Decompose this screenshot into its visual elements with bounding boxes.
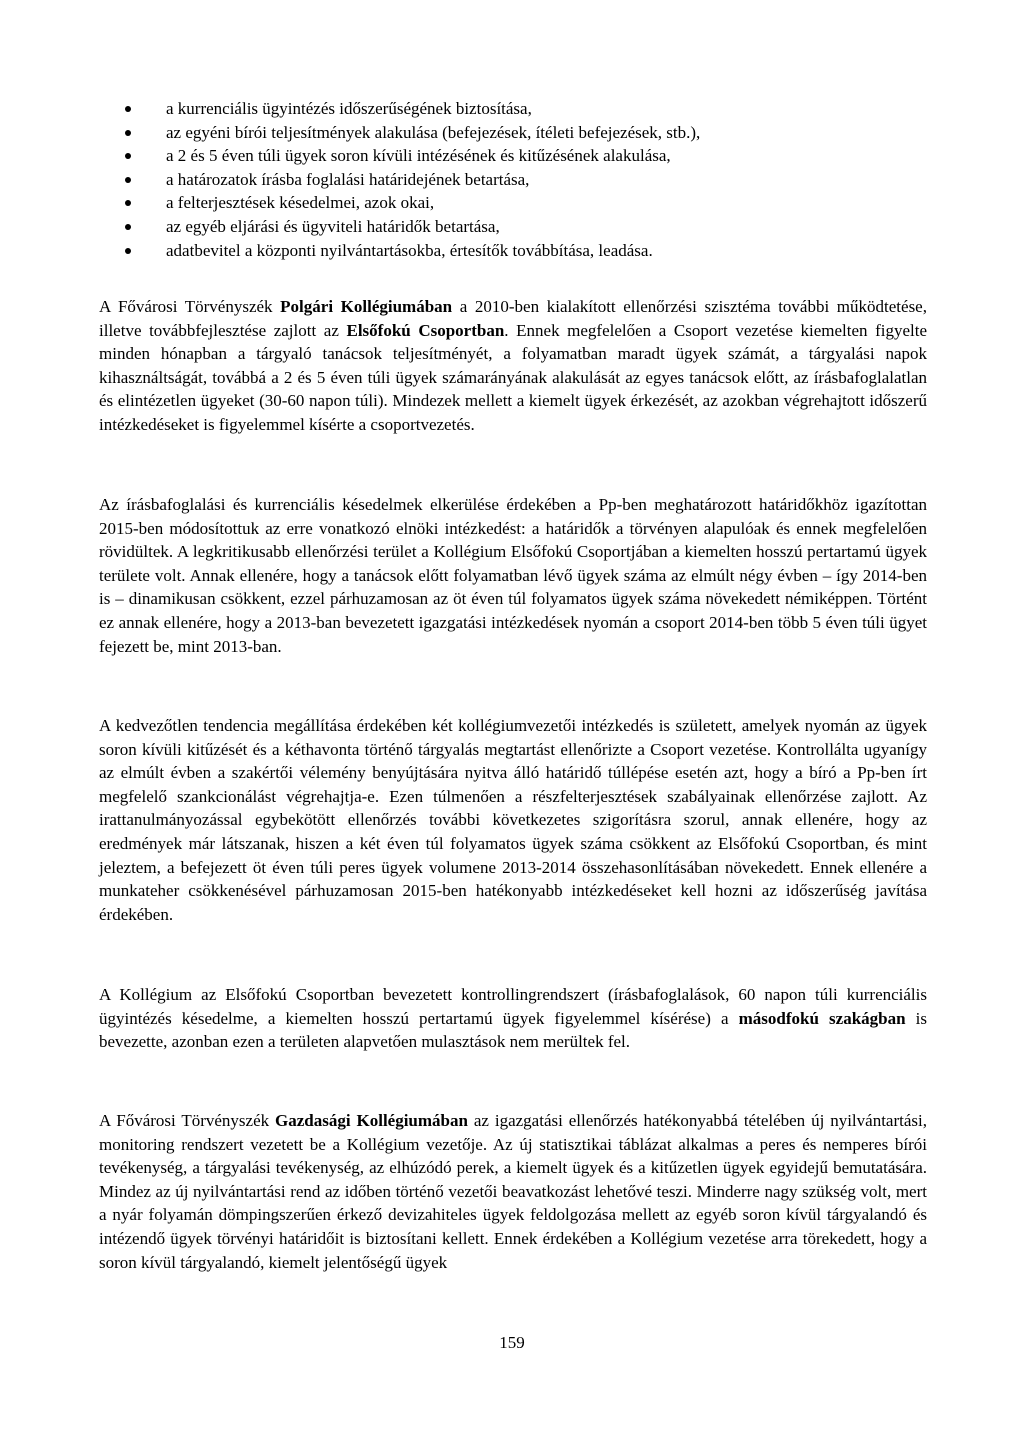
bold-term: Elsőfokú Csoportban	[346, 320, 505, 340]
bullet-icon	[125, 153, 131, 159]
bullet-list	[125, 97, 945, 262]
list-item-text: a kurrenciális ügyintézés időszerűségének biztosítása,	[166, 99, 532, 118]
text-run: is bevezette, azonban ezen a területen alapvetően mulasztások nem merültek fel.	[99, 1008, 928, 1052]
text-run: A Fővárosi Törvényszék	[99, 1111, 276, 1130]
list-item	[125, 215, 945, 239]
list-item	[125, 97, 945, 121]
list-item-text: adatbevitel a központi nyilvántartásokba, értesítők továbbítása, leadása.	[166, 240, 653, 260]
page-number: 159	[499, 1333, 525, 1352]
list-item	[125, 144, 945, 168]
paragraph-gazdasagi-kollegium	[99, 1109, 927, 1274]
list-item	[125, 168, 945, 192]
list-item	[125, 121, 945, 145]
text-run: a 2010-ben kialakított ellenőrzési szisztéma további működtetése, illetve továbbfejlesztése zajlott az	[99, 297, 927, 340]
text-run: A Fővárosi Törvényszék	[99, 297, 281, 316]
text-run: az igazgatási ellenőrzés hatékonyabbá tételében új nyilvántartási, monitoring rendszert vezetett be a Kollégium vezetője. Az új statisztikai táblázat alkalmas a peres és nemperes bírói tevékenység, a tárgyalási tevékenység, az elhúzódó perek, a kiemelt ügyek és a kitűzetlen ügyek egyidejű bemutatására. Mindez az új nyilvántartási rend az időben történő vezetői beavatkozást lehetővé teszi. Minderre nagy szükség volt, mert a nyár folyamán dömpingszerűen érkező devizahiteles ügyek feldolgozása mellett az egyéb soron kívül tárgyalandó és intézendő ügyek törvényi határidőit is biztosítani kellett. Ennek érdekében a Kollégium vezetése arra törekedett, hogy a soron kívül tárgyalandó, kiemelt jelentőségű ügyek	[99, 1111, 927, 1272]
paragraph-polgari-kollegium	[99, 295, 927, 437]
bullet-icon	[125, 224, 131, 230]
list-item-text: a felterjesztések késedelmei, azok okai,	[166, 193, 435, 213]
list-item-text: a határozatok írásba foglalási határidejének betartása,	[166, 169, 530, 189]
list-item-text: a 2 és 5 éven túli ügyek soron kívüli intézésének és kitűzésének alakulása,	[166, 146, 671, 166]
paragraph-irasbafoglalasi: Az írásbafoglalási és kurrenciális késedelmek elkerülése érdekében a Pp-ben meghatározott határidőkhöz igazítottan 2015-ben módosítottuk az erre vonatkozó elnöki intézkedést: a határidők a törvényen alapulóak és ennek megfelelően rövidültek. A legkritikusabb ellenőrzési terület a Kollégium Elsőfokú Csoportjában a kiemelten hosszú pertartamú ügyek területe volt. Annak ellenére, hogy a tanácsok előtt folyamatban lévő ügyek száma az elmúlt négy évben – így 2014-ben is – dinamikusan csökkent, ezzel párhuzamosan az öt éven túl folyamatos ügyek száma növekedett némiképpen. Történt ez annak ellenére, hogy a 2013-ban bevezetett igazgatási intézkedések nyomán a csoport 2014-ben több 5 éven túli ügyet fejezett be, mint 2013-ban.	[99, 495, 927, 656]
bold-term: Gazdasági Kollégiumában	[275, 1111, 468, 1130]
list-item	[125, 239, 945, 263]
list-item-text: az egyéni bírói teljesítmények alakulása (befejezések, ítéleti befejezések, stb.),	[166, 122, 701, 142]
text-run: . Ennek megfelelően a Csoport vezetése kiemelten figyelte minden hónapban a tárgyaló tanácsok teljesítményét, a folyamatban maradt ügyek számát, a tárgyalási napok kihasználtságát, továbbá a 2 és 5 éven túli ügyek számarányának alakulását az egyes tanácsok előtt, az írásbafoglalatlan és elintézetlen ügyeket (30-60 napon túli). Mindezek mellett a kiemelt ügyek érkezését, az azokban végrehajtott időszerű intézkedéseket is figyelemmel kísérte a csoportvezetés.	[99, 320, 928, 434]
bullet-icon	[125, 130, 131, 136]
bold-term: Polgári Kollégiumában	[280, 297, 453, 316]
paragraph-kontrollingrendszer	[99, 983, 927, 1054]
bullet-icon	[125, 177, 131, 183]
list-item-text: az egyéb eljárási és ügyviteli határidők betartása,	[166, 216, 500, 236]
paragraph-kedvezotlen-tendencia: A kedvezőtlen tendencia megállítása érdekében két kollégiumvezetői intézkedés is született, amelyek nyomán az ügyek soron kívüli kitűzését és a kéthavonta történő tárgyalás megtartást ellenőrizte a Csoport vezetése. Kontrollálta ugyanígy az elmúlt évben a szakértői vélemény benyújtására nyitva álló határidő túllépése esetén azt, hogy a bíró a Pp-ben írt megfelelő szankcionálást végrehajtja-e. Ezen túlmenően a részfelterjesztések szabályainak ellenőrzése zajlott. Az irattanulmányozással egybekötött ellenőrzés további következetes szigorításra szorul, annak ellenére, hogy az eredmények már látszanak, hiszen a két éven túl folyamatos ügyek száma csökkent az Elsőfokú Csoportban, és mint jeleztem, a befejezett öt éven túli peres ügyek volumene 2013-2014 összehasonlításában növekedett. Ennek ellenére a munkateher csökkenésével párhuzamosan 2015-ben hatékonyabb intézkedéseket kell hozni az időszerűség javítása érdekében.	[99, 716, 927, 924]
list-item	[125, 191, 945, 215]
bullet-icon	[125, 106, 131, 112]
bold-term: másodfokú szakágban	[738, 1008, 906, 1028]
bullet-icon	[125, 200, 131, 206]
text-run: A Kollégium az Elsőfokú Csoportban bevezetett kontrollingrendszert (írásbafoglalások, 60 napon túli kurrenciális ügyintézés késedelme, a kiemelten hosszú pertartamú ügyek figyelemmel kísérése) a	[99, 985, 927, 1028]
bullet-icon	[125, 248, 131, 254]
